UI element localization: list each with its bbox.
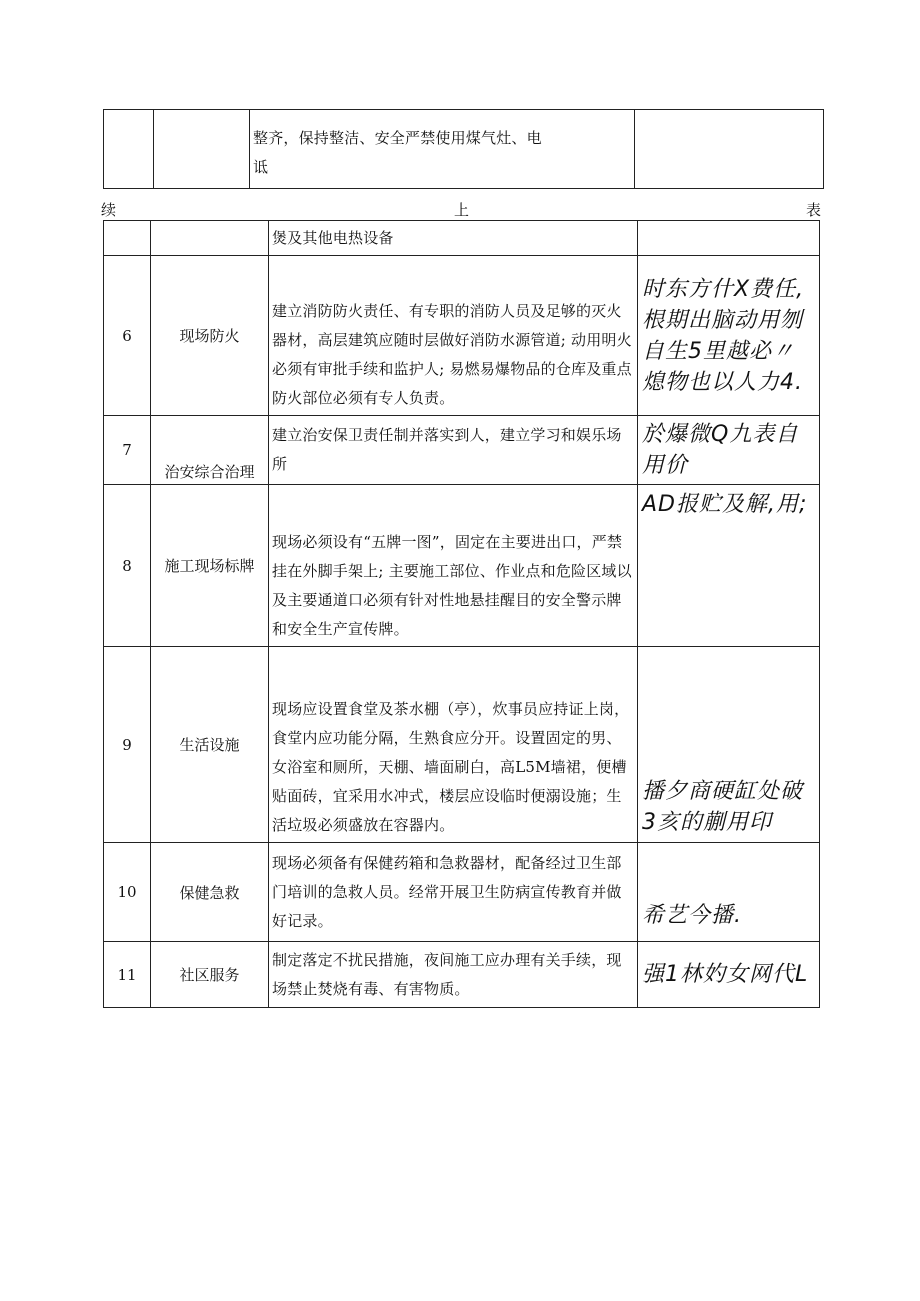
row-number bbox=[104, 110, 154, 189]
row-note: 希艺今播. bbox=[638, 843, 820, 942]
row-number: 10 bbox=[104, 843, 151, 942]
row-note bbox=[635, 110, 824, 189]
row-note: 时东方什X费任,根期出脑动用刎自生5里越必〃熄物也以人力4. bbox=[638, 256, 820, 416]
row-item bbox=[151, 221, 269, 256]
row-number: 7 bbox=[104, 416, 151, 485]
top-table bbox=[103, 109, 824, 189]
desc-line: 整齐，保持整洁、安全严禁使用煤气灶、电 bbox=[253, 129, 542, 147]
row-description: 现场必须设有“五牌一图”，固定在主要进出口，严禁挂在外脚手架上; 主要施工部位、作业点和危险区域以及主要通道口必须有针对性地悬挂醒目的安全警示牌和安全生产宣传牌。 bbox=[269, 485, 638, 647]
row-number: 9 bbox=[104, 647, 151, 843]
row-description: 现场应设置食堂及茶水棚（亭），炊事员应持证上岗，食堂内应功能分隔，生熟食应分开。设置固定的男、女浴室和厕所，天棚、墙面刷白，高L5M墙裙，便槽贴面砖，宜采用水冲式，楼层应设临时便溺设施；生活垃圾必须盛放在容器内。 bbox=[269, 647, 638, 843]
row-number: 6 bbox=[104, 256, 151, 416]
row-note: 播夕商硬缸处破3亥的蒯用印 bbox=[638, 647, 820, 843]
table-row bbox=[104, 416, 820, 485]
row-description: 现场必须备有保健药箱和急救器材，配备经过卫生部门培训的急救人员。经常开展卫生防病宣传教育并做好记录。 bbox=[269, 843, 638, 942]
row-number bbox=[104, 221, 151, 256]
row-item: 现场防火 bbox=[151, 256, 269, 416]
table-row bbox=[104, 843, 820, 942]
row-item bbox=[154, 110, 250, 189]
desc-line: 诋 bbox=[253, 158, 269, 176]
continued-label-left: 续 bbox=[101, 201, 117, 219]
main-table bbox=[103, 220, 820, 1008]
row-item: 社区服务 bbox=[151, 942, 269, 1008]
row-description: 建立消防防火责任、有专职的消防人员及足够的灭火器材，高层建筑应随时层做好消防水源管道; 动用明火必须有审批手续和监护人; 易燃易爆物品的仓库及重点防火部位必须有专人负责。 bbox=[269, 256, 638, 416]
table-row bbox=[104, 647, 820, 843]
table-row bbox=[104, 485, 820, 647]
table-row bbox=[104, 110, 824, 189]
row-number: 8 bbox=[104, 485, 151, 647]
row-note: 於爆微Q九表自用价 bbox=[638, 416, 820, 485]
row-number: 11 bbox=[104, 942, 151, 1008]
row-note: 强1林妁女网代L bbox=[638, 942, 820, 1008]
row-item: 治安综合治理 bbox=[151, 416, 269, 485]
row-item: 生活设施 bbox=[151, 647, 269, 843]
row-description bbox=[250, 110, 635, 189]
row-description: 煲及其他电热设备 bbox=[269, 221, 638, 256]
table-row bbox=[104, 221, 820, 256]
row-note bbox=[638, 221, 820, 256]
table-row bbox=[104, 942, 820, 1008]
row-description: 制定落定不扰民措施，夜间施工应办理有关手续，现场禁止焚烧有毒、有害物质。 bbox=[269, 942, 638, 1008]
row-item: 施工现场标牌 bbox=[151, 485, 269, 647]
continued-label-right: 表 bbox=[806, 201, 822, 219]
row-item: 保健急救 bbox=[151, 843, 269, 942]
row-note: AD报贮及解,用; bbox=[638, 485, 820, 647]
table-row bbox=[104, 256, 820, 416]
row-description: 建立治安保卫责任制并落实到人，建立学习和娱乐场所 bbox=[269, 416, 638, 485]
continued-label-center: 上 bbox=[454, 201, 470, 219]
